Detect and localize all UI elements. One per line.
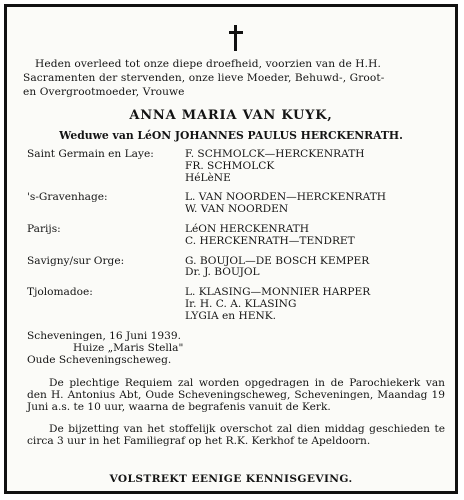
house-name: Huize „Maris Stella" [73,342,184,355]
family-member: Dr. J. BOUJOL [185,266,260,279]
burial-text: De bijzetting van het stoffelijk overschot zal dien middag geschieden te circa 3 uur in het Familiegraf op het R.K. Kerkhof te Apeldoorn. [27,423,445,448]
notice-footer: VOLSTREKT EENIGE KENNISGEVING. [109,473,353,485]
intro-line-2: Sacramenten der stervenden, onze lieve Moeder, Behuwd-, Groot- [23,72,385,84]
family-group [27,192,451,216]
family-group [27,256,451,280]
closing-section [27,330,445,448]
family-member: LYGIA en HENK. [185,309,276,322]
announcement-text [23,57,443,99]
deceased-name: ANNA MARIA VAN KUYK, [129,108,333,123]
requiem-text: De plechtige Requiem zal worden opgedragen in de Parochiekerk van den H. Antonius Abt, Oude Scheveningscheweg, Scheveningen, Maandag 19 Juni a.s. te 10 uur, waarna de begrafenis vanuit de Kerk. [27,376,445,414]
family-member: FR. SCHMOLCK [185,159,275,172]
family-place: 's-Gravenhage: [27,191,108,204]
family-member: F. SCHMOLCK—HERCKENRATH [185,148,365,160]
family-member: L. KLASING—MONNIER HARPER [185,286,371,299]
street-address: Oude Scheveningscheweg. [27,354,172,367]
family-group [27,287,451,322]
widow-of-line: Weduwe van LéON JOHANNES PAULUS HERCKENRATH. [59,129,403,142]
family-place: Saint Germain en Laye: [27,148,154,160]
family-member: LéON HERCKENRATH [185,222,309,235]
family-group [27,149,451,184]
place-date-line: Scheveningen, 16 Juni 1939. [27,330,182,342]
burial-paragraph [27,423,445,447]
family-member: Ir. H. C. A. KLASING [185,297,297,310]
intro-line-3: en Overgrootmoeder, Vrouwe [23,86,185,98]
family-member: G. BOUJOL—DE BOSCH KEMPER [185,254,370,267]
intro-line-1: Heden overleed tot onze diepe droefheid, voorzien van de H.H. [35,58,381,70]
death-notice [4,4,458,494]
cross-icon [229,25,243,51]
family-member: L. VAN NOORDEN—HERCKENRATH [185,191,387,204]
family-place: Parijs: [27,222,61,235]
family-group [27,224,451,248]
family-member: C. HERCKENRATH—TENDRET [185,234,355,247]
family-member: HéLèNE [185,171,231,184]
family-place: Savigny/sur Orge: [27,254,125,267]
family-member: W. VAN NOORDEN [185,203,289,216]
family-list [27,149,451,331]
requiem-paragraph [27,377,445,414]
family-place: Tjolomadoe: [27,286,93,299]
